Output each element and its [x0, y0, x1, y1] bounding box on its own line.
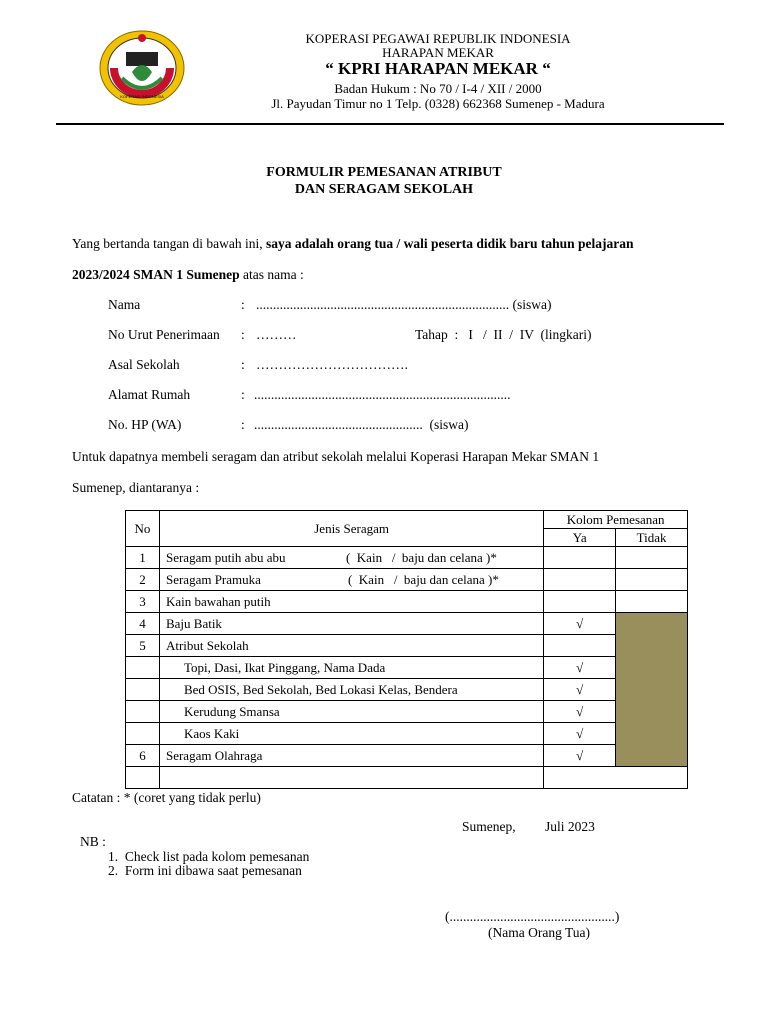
- row-item: [159, 767, 543, 789]
- row-item: Kain bawahan putih: [159, 591, 543, 613]
- row-item-option: ( Kain / baju dan celana )*: [347, 571, 499, 587]
- table-row: [126, 569, 688, 591]
- field-tahap: Tahap : I / II / IV (lingkari): [415, 327, 592, 342]
- signature-role: (Nama Orang Tua): [488, 925, 590, 940]
- intro-text-end: atas nama :: [239, 267, 304, 282]
- intro-bold: saya adalah orang tua / wali peserta didik baru tahun pelajaran: [265, 236, 634, 251]
- row-item: Topi, Dasi, Ikat Pinggang, Nama Dada: [159, 657, 543, 679]
- header-no: No: [126, 511, 160, 547]
- row-item: Kaos Kaki: [159, 723, 543, 745]
- row-item: [159, 547, 543, 569]
- table-row: [126, 745, 688, 767]
- nb-item-text: Check list pada kolom pemesanan: [124, 849, 310, 864]
- signature-place: Sumenep,: [462, 819, 516, 834]
- row-ya-checkmark[interactable]: √: [544, 745, 616, 767]
- nb-title: NB :: [80, 834, 106, 849]
- header-tidak: Tidak: [616, 529, 688, 547]
- row-tidak-cell[interactable]: [616, 569, 688, 591]
- intro-school-year: 2023/2024 SMAN 1 Sumenep: [72, 267, 240, 282]
- purpose-line2: Sumenep, diantaranya :: [72, 480, 200, 495]
- nb-item-text: Form ini dibawa saat pemesanan: [124, 863, 302, 878]
- table-row: [126, 591, 688, 613]
- table-row-empty: [126, 767, 688, 789]
- field-label-hp: No. HP (WA): [108, 417, 182, 432]
- signature-line[interactable]: (.................................................): [445, 909, 620, 924]
- field-label-alamat: Alamat Rumah: [108, 387, 191, 402]
- org-name-line1: KOPERASI PEGAWAI REPUBLIK INDONESIA: [305, 31, 571, 46]
- table-row: [126, 657, 688, 679]
- row-no: 2: [126, 569, 160, 591]
- table-row: [126, 701, 688, 723]
- order-table: [125, 510, 688, 789]
- row-ya-checkmark[interactable]: √: [544, 657, 616, 679]
- row-no: [126, 657, 160, 679]
- row-ya-cell[interactable]: [544, 569, 616, 591]
- intro-line2: [72, 267, 304, 283]
- table-row: [126, 679, 688, 701]
- header-ya: Ya: [544, 529, 616, 547]
- tidak-shaded-cell: [616, 613, 688, 767]
- table-row: [126, 547, 688, 569]
- row-ya-checkmark[interactable]: √: [544, 613, 616, 635]
- nb-item: 1. Check list pada kolom pemesanan: [108, 849, 310, 864]
- row-item-option: ( Kain / baju dan celana )*: [345, 549, 497, 565]
- row-item: Atribut Sekolah: [159, 635, 543, 657]
- field-value-no-urut[interactable]: ………: [256, 327, 297, 342]
- row-tidak-cell[interactable]: [616, 547, 688, 569]
- purpose-line1: Untuk dapatnya membeli seragam dan atribut sekolah melalui Koperasi Harapan Mekar SMAN 1: [72, 449, 600, 464]
- logo-text: KOPERASI INDONESIA: [120, 94, 164, 99]
- row-item: [159, 569, 543, 591]
- org-short-name: “ KPRI HARAPAN MEKAR “: [325, 59, 551, 78]
- row-ya-checkmark[interactable]: √: [544, 723, 616, 745]
- field-label-nama: Nama: [108, 297, 141, 312]
- row-no: 4: [126, 613, 160, 635]
- header-divider: [56, 123, 724, 125]
- row-ya-cell[interactable]: [544, 547, 616, 569]
- field-value-asal-sekolah[interactable]: …………………………….: [256, 357, 408, 372]
- field-colon: :: [241, 297, 245, 312]
- intro-text: Yang bertanda tangan di bawah ini,: [72, 236, 266, 251]
- row-no: [126, 723, 160, 745]
- row-item-label: Seragam putih abu abu: [165, 549, 286, 565]
- table-row: [126, 613, 688, 635]
- table-row: [126, 723, 688, 745]
- row-no: 5: [126, 635, 160, 657]
- header-kolom-pemesanan: Kolom Pemesanan: [544, 511, 688, 529]
- field-value-nama[interactable]: ........................................................................... (siswa): [256, 297, 552, 312]
- koperasi-logo: [96, 28, 188, 108]
- nb-item: 2. Form ini dibawa saat pemesanan: [108, 863, 302, 878]
- org-address: Jl. Payudan Timur no 1 Telp. (0328) 662368 Sumenep - Madura: [271, 96, 605, 111]
- row-ya-cell[interactable]: [544, 591, 616, 613]
- form-title-line1: FORMULIR PEMESANAN ATRIBUT: [266, 165, 502, 180]
- row-ya-checkmark[interactable]: √: [544, 679, 616, 701]
- catatan-note: Catatan : * (coret yang tidak perlu): [72, 790, 261, 805]
- org-name-line2: HARAPAN MEKAR: [382, 45, 494, 60]
- table-row: [126, 635, 688, 657]
- row-no: 3: [126, 591, 160, 613]
- field-colon: :: [241, 357, 245, 372]
- row-no: 1: [126, 547, 160, 569]
- row-no: [126, 701, 160, 723]
- intro-line1: [72, 236, 634, 252]
- header-jenis-seragam: Jenis Seragam: [159, 511, 543, 547]
- row-no: [126, 767, 160, 789]
- row-empty-cell[interactable]: [544, 767, 688, 789]
- row-item: Kerudung Smansa: [159, 701, 543, 723]
- row-item-label: Seragam Pramuka: [165, 571, 261, 587]
- form-title-line2: DAN SERAGAM SEKOLAH: [294, 182, 474, 197]
- row-no: 6: [126, 745, 160, 767]
- field-value-hp[interactable]: .................................................. (siswa): [254, 417, 469, 432]
- row-item: Seragam Olahraga: [159, 745, 543, 767]
- field-value-alamat[interactable]: ............................................................................: [254, 387, 511, 402]
- legal-number: Badan Hukum : No 70 / I-4 / XII / 2000: [334, 81, 542, 96]
- signature-date: Juli 2023: [545, 819, 595, 834]
- field-colon: :: [241, 327, 245, 342]
- table-header-row: [126, 511, 688, 529]
- field-label-no-urut: No Urut Penerimaan: [108, 327, 220, 342]
- row-no: [126, 679, 160, 701]
- row-item: Baju Batik: [159, 613, 543, 635]
- field-label-asal-sekolah: Asal Sekolah: [108, 357, 180, 372]
- field-colon: :: [241, 417, 245, 432]
- row-ya-checkmark[interactable]: √: [544, 701, 616, 723]
- row-item: Bed OSIS, Bed Sekolah, Bed Lokasi Kelas, Bendera: [159, 679, 543, 701]
- field-colon: :: [241, 387, 245, 402]
- row-ya-cell[interactable]: [544, 635, 616, 657]
- row-tidak-cell[interactable]: [616, 591, 688, 613]
